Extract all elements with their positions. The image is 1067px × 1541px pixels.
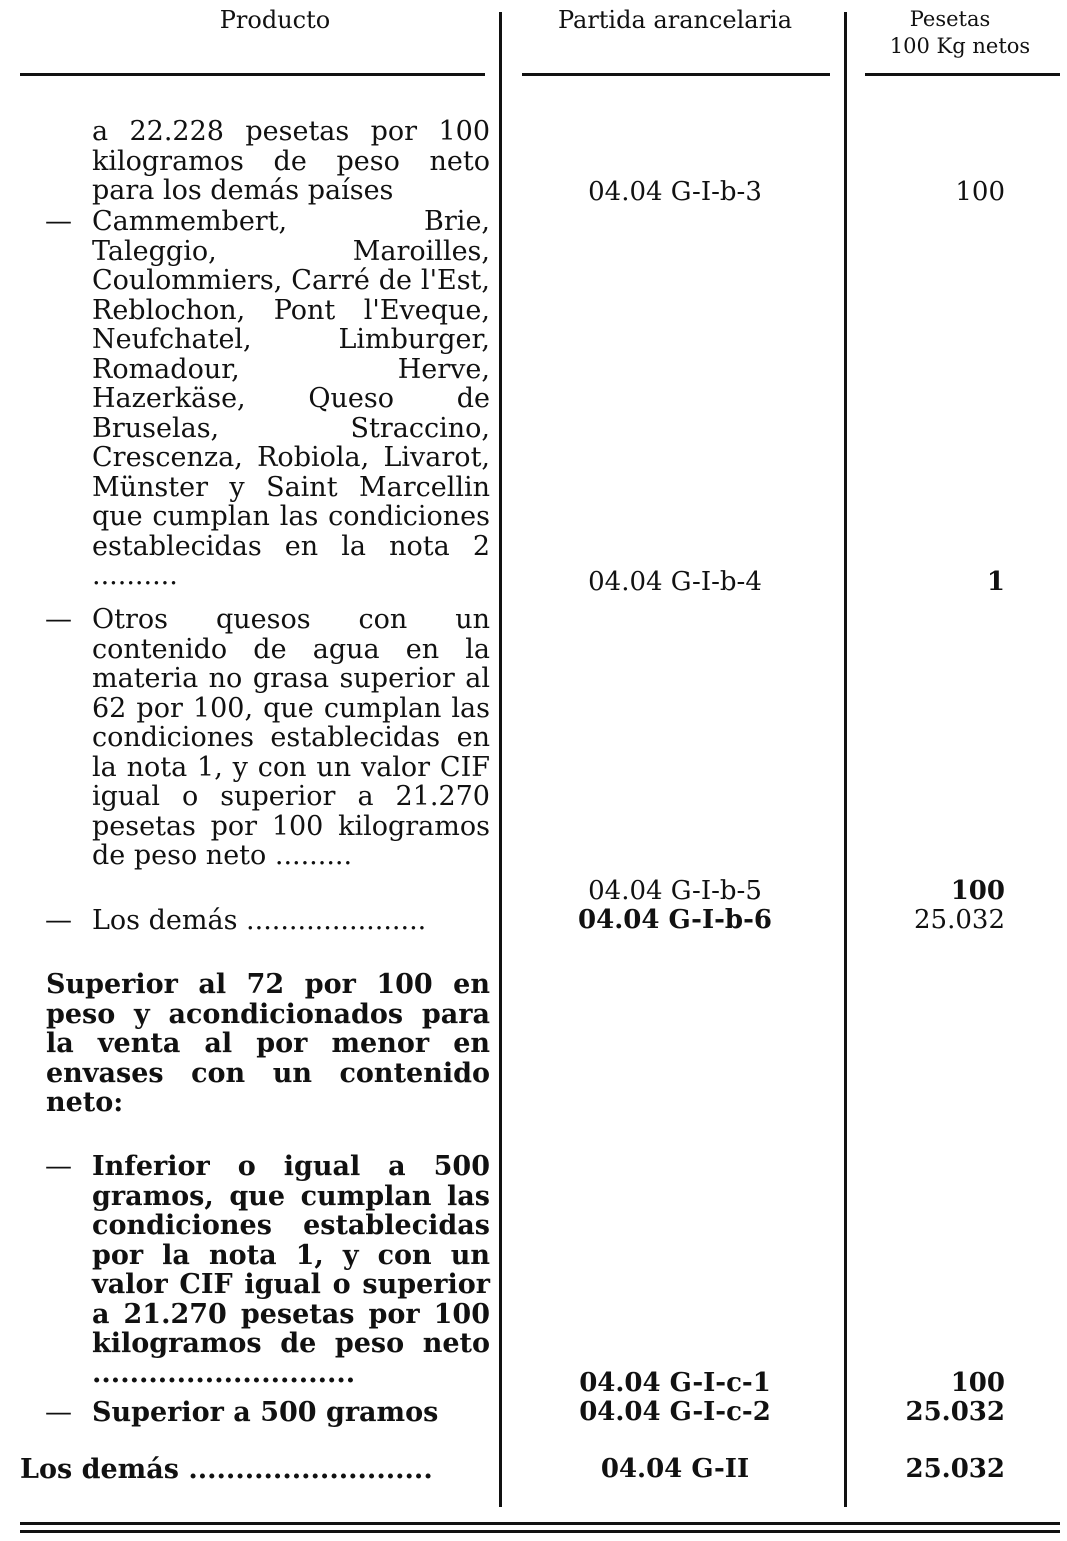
value-row-6: 25.032: [905, 1397, 1005, 1427]
product-text-row-0: a 22.228 pesetas por 100 kilogramos de peso neto para los demás países: [92, 116, 490, 206]
product-text-row-7: Los demás ..........................: [20, 1454, 433, 1485]
code-row-3: 04.04 G-I-b-6: [578, 905, 772, 935]
header-rule-producto: [20, 73, 485, 76]
product-text-row-1: Cammembert, Brie, Taleggio, Maroilles, Coulommiers, Carré de l'Est, Reblochon, Pont l'Eveque, Neufchatel, Limburger, Romadour, Herve, Hazerkäse, Queso de Bruselas, Straccino, Crescenza, Robiola, Livarot, Münster y Saint Marcellin que cumplan las condiciones establecidas en la nota 2 ..........: [92, 206, 490, 591]
bottom-rule-1: [20, 1522, 1060, 1525]
header-pesetas-line2: 100 Kg netos: [889, 34, 1031, 58]
list-dash: —: [45, 1151, 72, 1182]
header-rule-pesetas: [865, 73, 1060, 76]
value-row-2: 100: [950, 876, 1005, 906]
value-row-5: 100: [950, 1368, 1005, 1398]
code-row-7: 04.04 G-II: [600, 1454, 750, 1484]
column-divider-1: [499, 12, 502, 1507]
header-rule-partida: [522, 73, 830, 76]
list-dash: —: [45, 206, 72, 237]
product-text-row-3: Los demás .....................: [92, 905, 427, 936]
list-dash: —: [45, 604, 72, 635]
product-text-row-5: Inferior o igual a 500 gramos, que cumplan las condiciones establecidas por la nota 1, y con un valor CIF igual o superior a 21.270 pesetas por 100 kilogramos de peso neto ............................: [92, 1151, 490, 1389]
code-row-0: 04.04 G-I-b-3: [588, 177, 762, 207]
product-text-row-2: Otros quesos con un contenido de agua en la materia no grasa superior al 62 por 100, que cumplan las condiciones establecidas en la nota 1, y con un valor CIF igual o superior a 21.270 pesetas por 100 kilogramos de peso neto .........: [92, 604, 490, 871]
value-row-7: 25.032: [905, 1454, 1005, 1484]
list-dash: —: [45, 905, 72, 936]
header-partida: Partida arancelaria: [557, 6, 793, 34]
value-row-3: 25.032: [914, 905, 1005, 935]
list-dash: —: [45, 1397, 72, 1428]
code-row-2: 04.04 G-I-b-5: [588, 876, 762, 906]
value-row-0: 100: [955, 177, 1005, 207]
column-divider-2: [844, 12, 847, 1507]
product-text-row-6: Superior a 500 gramos: [92, 1397, 439, 1428]
product-text-row-4: Superior al 72 por 100 en peso y acondicionados para la venta al por menor en envases con un contenido neto:: [46, 969, 490, 1118]
bottom-rule-2: [20, 1530, 1060, 1533]
header-producto: Producto: [219, 6, 331, 34]
code-row-6: 04.04 G-I-c-2: [579, 1397, 771, 1427]
value-row-1: 1: [986, 567, 1005, 597]
code-row-1: 04.04 G-I-b-4: [588, 567, 762, 597]
code-row-5: 04.04 G-I-c-1: [579, 1368, 771, 1398]
header-pesetas-line1: Pesetas: [909, 7, 991, 31]
